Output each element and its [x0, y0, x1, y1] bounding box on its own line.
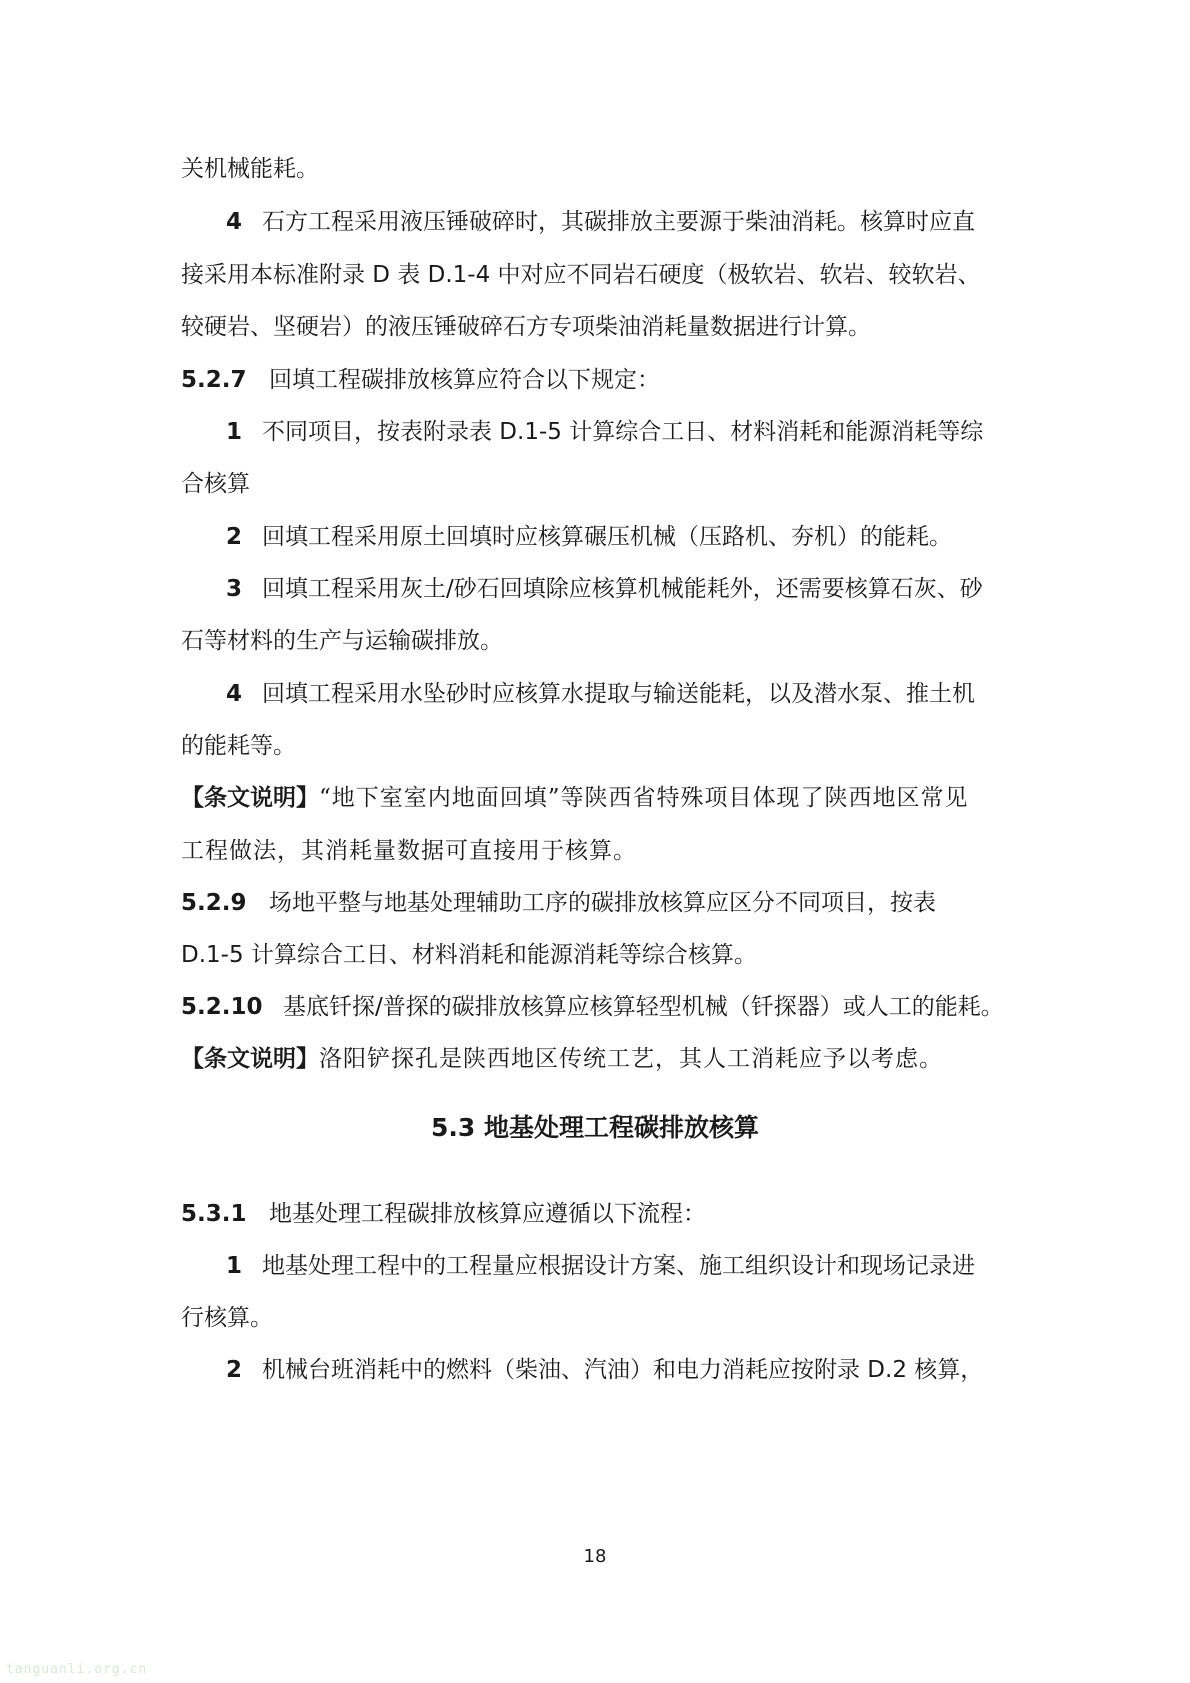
text: 接采用本标准附录 D 表 D.1-4 中对应不同岩石硬度（极软岩、软岩、较软岩、: [181, 262, 981, 288]
explanatory-note-2: [181, 1042, 1011, 1076]
item-number: 3: [226, 576, 243, 602]
clause-number: 5.2.10: [181, 994, 263, 1020]
clause-5-2-7-item-1-line-1: [181, 415, 1011, 449]
item-number: 4: [226, 681, 243, 707]
clause-5-3-1-item-1-line-2: [181, 1301, 1011, 1335]
note-text: 工程做法，其消耗量数据可直接用于核算。: [181, 838, 637, 864]
text: 石等材料的生产与运输碳排放。: [181, 628, 503, 654]
text: D.1-5 计算综合工日、材料消耗和能源消耗等综合核算。: [181, 942, 757, 968]
text: 合核算: [181, 471, 250, 497]
clause-5-2-7-item-3-line-1: [181, 572, 1011, 606]
explanatory-note-1-line-2: [181, 834, 1011, 868]
note-text: “地下室室内地面回填”等陕西省特殊项目体现了陕西地区常见: [319, 785, 969, 811]
clause-number: 5.2.9: [181, 890, 247, 916]
text: 场地平整与地基处理辅助工序的碳排放核算应区分不同项目，按表: [269, 890, 936, 916]
text: 较硬岩、坚硬岩）的液压锤破碎石方专项柴油消耗量数据进行计算。: [181, 314, 871, 340]
clause-5-3-1-item-2: [181, 1353, 1011, 1387]
explanatory-note-1-line-1: [181, 781, 1011, 815]
page-number: 18: [583, 1546, 607, 1567]
text: 地基处理工程中的工程量应根据设计方案、施工组织设计和现场记录进: [262, 1253, 975, 1279]
text: 的能耗等。: [181, 733, 296, 759]
clause-5-2-7-item-3-line-2: [181, 624, 1011, 658]
watermark: tanguanli.org.cn: [6, 1662, 148, 1677]
item-4-line-3: [181, 310, 1011, 344]
item-number: 4: [226, 209, 243, 235]
item-number: 1: [226, 1253, 243, 1279]
text: 基底钎探/普探的碳排放核算应核算轻型机械（钎探器）或人工的能耗。: [283, 994, 1004, 1020]
clause-number: 5.2.7: [181, 367, 247, 393]
text: 石方工程采用液压锤破碎时，其碳排放主要源于柴油消耗。核算时应直: [262, 209, 975, 235]
clause-5-2-7-item-4-line-1: [181, 677, 1011, 711]
clause-5-2-7-item-4-line-2: [181, 729, 1011, 763]
item-number: 2: [226, 1357, 243, 1383]
clause-5-2-7-item-1-line-2: [181, 467, 1011, 501]
clause-5-2-7-item-2: [181, 520, 1011, 554]
paragraph-line: [181, 152, 1011, 186]
text: 回填工程采用水坠砂时应核算水提取与输送能耗，以及潜水泵、推土机: [262, 681, 975, 707]
text: 地基处理工程碳排放核算应遵循以下流程：: [269, 1201, 706, 1227]
text: 回填工程采用灰土/砂石回填除应核算机械能耗外，还需要核算石灰、砂: [262, 576, 983, 602]
clause-5-2-9-line-1: [181, 886, 1011, 920]
text: 行核算。: [181, 1305, 273, 1331]
note-tag: 【条文说明】: [181, 1046, 319, 1072]
note-tag: 【条文说明】: [181, 785, 319, 811]
clause-5-2-7: [181, 363, 1011, 397]
item-4-line-2: [181, 258, 1011, 292]
item-4-line-1: [181, 205, 1011, 239]
section-heading-5-3: 5.3 地基处理工程碳排放核算: [431, 1113, 759, 1142]
clause-5-2-10: [181, 990, 1011, 1024]
clause-5-2-9-line-2: [181, 938, 1011, 972]
clause-5-3-1: [181, 1197, 1011, 1231]
text: 关机械能耗。: [181, 156, 319, 182]
text: 回填工程碳排放核算应符合以下规定：: [269, 367, 660, 393]
clause-5-3-1-item-1-line-1: [181, 1249, 1011, 1283]
item-number: 1: [226, 419, 243, 445]
text: 不同项目，按表附录表 D.1-5 计算综合工日、材料消耗和能源消耗等综: [262, 419, 984, 445]
note-text: 洛阳铲探孔是陕西地区传统工艺，其人工消耗应予以考虑。: [319, 1046, 943, 1072]
text: 回填工程采用原土回填时应核算碾压机械（压路机、夯机）的能耗。: [262, 524, 952, 550]
text: 机械台班消耗中的燃料（柴油、汽油）和电力消耗应按附录 D.2 核算，: [262, 1357, 984, 1383]
clause-number: 5.3.1: [181, 1201, 247, 1227]
item-number: 2: [226, 524, 243, 550]
